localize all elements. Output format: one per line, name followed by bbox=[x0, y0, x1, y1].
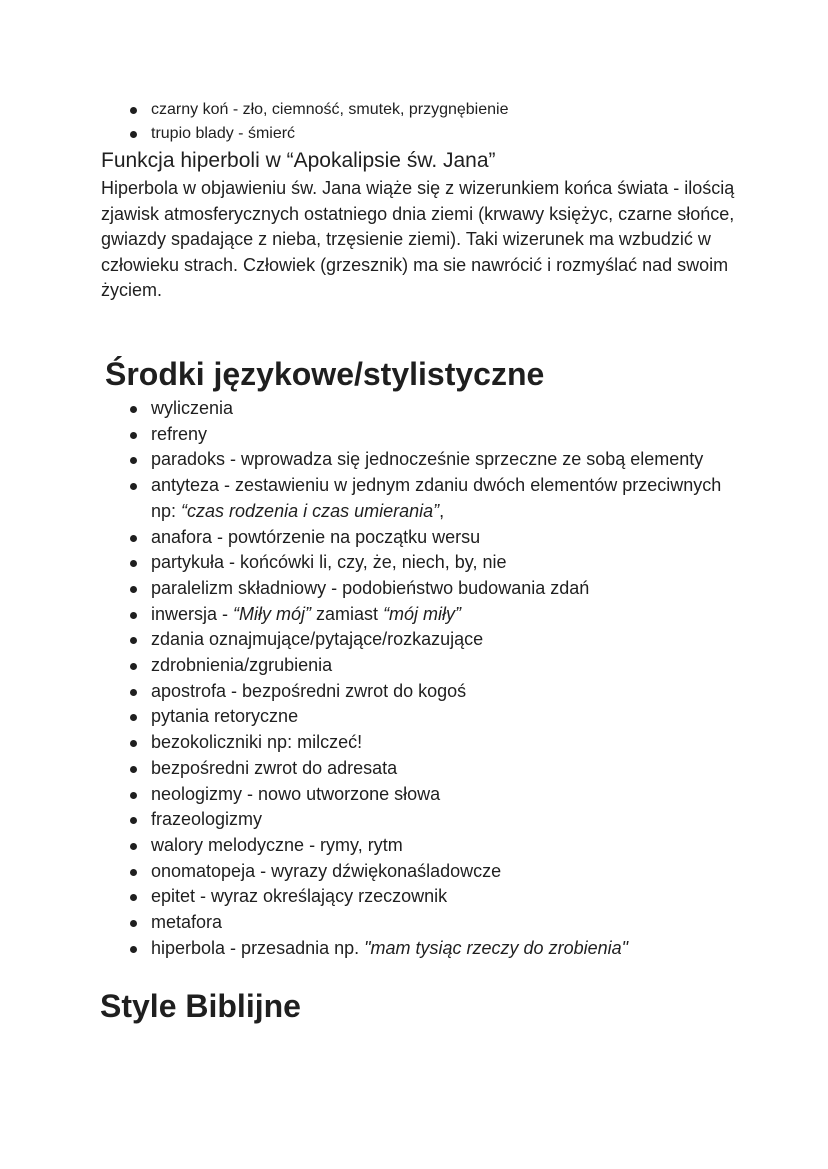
section-heading-stylistic-devices: Środki językowe/stylistyczne bbox=[105, 356, 545, 392]
list-item bbox=[102, 756, 742, 782]
list-item bbox=[102, 782, 742, 808]
list-item-text: , bbox=[439, 500, 445, 521]
list-item bbox=[102, 730, 742, 756]
list-item-text: antyteza - zestawieniu w jednym zdaniu dwóch elementów przeciwnych np: bbox=[151, 475, 722, 521]
list-item bbox=[102, 679, 742, 705]
list-item-text: apostrofa - bezpośredni zwrot do kogoś bbox=[151, 680, 467, 701]
list-item bbox=[102, 473, 742, 524]
list-item-text: anafora - powtórzenie na początku wersu bbox=[151, 526, 481, 547]
list-item-text: zdrobnienia/zgrubienia bbox=[151, 655, 333, 676]
list-item bbox=[102, 447, 742, 473]
list-item-text: onomatopeja - wyrazy dźwiękonaśladowcze bbox=[151, 860, 502, 881]
list-item-text: pytania retoryczne bbox=[151, 706, 299, 727]
list-item-text: neologizmy - nowo utworzone słowa bbox=[151, 783, 441, 804]
list-item-text: wyliczenia bbox=[151, 398, 234, 418]
section-heading-biblical-styles: Style Biblijne bbox=[100, 988, 301, 1024]
list-item bbox=[102, 859, 742, 885]
list-item bbox=[102, 550, 742, 576]
list-item-text: metafora bbox=[151, 912, 223, 933]
list-item bbox=[102, 936, 742, 962]
list-item-text: czarny koń - zło, ciemność, smutek, przygnębienie bbox=[151, 101, 509, 118]
list-item-text: frazeologizmy bbox=[151, 809, 263, 830]
list-item-text: inwersja - bbox=[151, 603, 234, 624]
list-item-text: hiperbola - przesadnia np. bbox=[151, 937, 365, 958]
list-item bbox=[102, 910, 742, 936]
example-quote: “Miły mój” bbox=[233, 603, 312, 624]
list-item-text: paradoks - wprowadza się jednocześnie sprzeczne ze sobą elementy bbox=[151, 449, 704, 470]
list-item bbox=[102, 884, 742, 910]
symbol-list bbox=[102, 98, 782, 146]
list-item-text: trupio blady - śmierć bbox=[151, 125, 296, 142]
list-item bbox=[102, 704, 742, 730]
list-item-text: partykuła - końcówki li, czy, że, niech, by, nie bbox=[151, 552, 507, 573]
list-item-text: paralelizm składniowy - podobieństwo budowania zdań bbox=[151, 577, 590, 598]
example-quote: "mam tysiąc rzeczy do zrobienia" bbox=[364, 937, 629, 958]
stylistic-devices-list bbox=[102, 396, 742, 961]
list-item bbox=[102, 422, 742, 448]
subheading-hyperbole-function: Funkcja hiperboli w “Apokalipsie św. Jana” bbox=[101, 149, 496, 172]
list-item-text: bezpośredni zwrot do adresata bbox=[151, 757, 398, 778]
list-item-text: bezokoliczniki np: milczeć! bbox=[151, 732, 363, 753]
list-item-text: zdania oznajmujące/pytające/rozkazujące bbox=[151, 629, 484, 650]
example-quote: “mój miły” bbox=[383, 603, 462, 624]
list-item bbox=[102, 396, 742, 422]
example-quote: “czas rodzenia i czas umierania” bbox=[181, 500, 440, 521]
list-item bbox=[102, 627, 742, 653]
list-item bbox=[102, 653, 742, 679]
list-item bbox=[102, 602, 742, 628]
list-item bbox=[102, 807, 742, 833]
list-item bbox=[102, 833, 742, 859]
list-item-text: refreny bbox=[151, 423, 208, 444]
list-item bbox=[102, 576, 742, 602]
list-item-text: zamiast bbox=[311, 603, 384, 624]
list-item bbox=[102, 98, 782, 122]
list-item-text: walory melodyczne - rymy, rytm bbox=[151, 834, 403, 855]
list-item bbox=[102, 122, 782, 146]
list-item bbox=[102, 525, 742, 551]
list-item-text: epitet - wyraz określający rzeczownik bbox=[151, 886, 448, 907]
hyperbole-paragraph: Hiperbola w objawieniu św. Jana wiąże się z wizerunkiem końca świata - ilością zjawisk atmosferycznych ostatniego dnia ziemi (krwawy księżyc, czarne słońce, gwiazdy spadające z nieba, trzęsienie ziemi). Taki wizerunek ma wzbudzić w człowieku strach. Człowiek (grzesznik) ma sie nawrócić i rozmyślać nad swoim życiem. bbox=[101, 178, 735, 301]
